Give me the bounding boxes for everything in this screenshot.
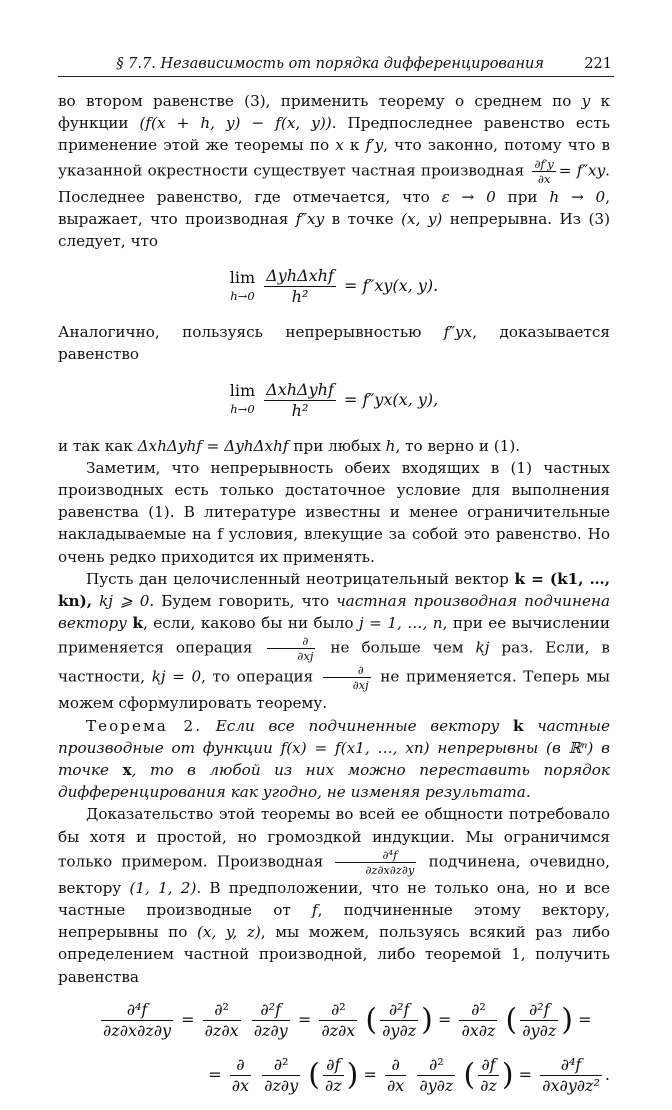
equation-chain-line-1: $\frac{\text{∂⁴f}}{\partial z\partial x\partial z\partial y}$ = $\frac{\text{∂²}}{\partial z\partial x}$ $\frac{\text{∂²f}}{\partial z\partial y}$ = $\frac{\text{∂²}}{\partial z\partial x}$ ( $\frac{\text{∂²f}}{\partial y\partial z}$ ) = $\frac{\text{∂²}}{\partial x\partial z}$ ( $\frac{\text{∂²f}}{\partial y\partial z}$ ) = [103, 999, 592, 1040]
running-header [58, 54, 614, 77]
paragraph-3: и так как ΔxhΔyhf = ΔyhΔxhf при любых h, то верно и (1). [58, 436, 521, 455]
paragraph-6: Доказательство этой теоремы во всей ее общности потребовало бы хотя и простой, но громоздкой индукции. Мы ограничимся только примером. Производная $\frac{\text{∂⁴f}}{\partial z\partial x\partial z\partial y}$ подчинена, очевидно, вектору (1, 1, 2). В предположении, что не только она, но и все частные производные от f, подчиненные этому вектору, непрерывны по (x, y, z), мы можем, пользуясь всякий раз либо определением частной производной, либо теоремой 1, получить равенства [58, 805, 611, 986]
paragraph-2: Аналогично, пользуясь непрерывностью f″yx, доказывается равенство [58, 323, 610, 364]
equation-limit-2: lim h→0 $\frac{\text{ΔxhΔyhf}}{\text{h²}}$ = f″yx(x, y), [229, 379, 439, 420]
page-body [58, 90, 610, 1110]
fraction-dfy-dx: $\frac{\partial f'y}{\partial x}$ [534, 156, 554, 186]
theorem-2: Теорема 2. Если все подчиненные вектору k частные производные от функции f(x) = f(x1, …, xn) непрерывны (в ℝⁿ) в точке x, то в любой из них можно переставить порядок дифференцирования как угодно, не изменяя результата. [58, 716, 610, 802]
equation-chain-line-2: = $\frac{\partial}{\partial x}$ $\frac{\text{∂²}}{\partial z\partial y}$ ( $\frac{\partial f}{\partial z}$ ) = $\frac{\partial}{\partial x}$ $\frac{\text{∂²}}{\partial y\partial z}$ ( $\frac{\partial f}{\partial z}$ ) = $\frac{\text{∂⁴f}}{\text{∂x∂y∂z²}}$ . [208, 1054, 610, 1095]
paragraph-1: во втором равенстве (3), применить теорему о среднем по y к функции (f(x + h, y) − f(x, y)). Предпоследнее равенство есть применение этой же теоремы по x к f′y, что законно, потому что в указанной окрестности существует частная производная $\frac{\partial f'y}{\partial x}$ = f″xy. Последнее равенство, где отмечается, что ε → 0 при h → 0, выражает, что производная f″xy в точке (x, y) непрерывна. Из (3) следует, что [58, 92, 611, 251]
paragraph-5: Пусть дан целочисленный неотрицательный вектор k = (k1, …, kn), kj ⩾ 0. Будем говорить, что частная производная подчинена вектору k, если, каково бы ни было j = 1, …, n, при ее вычислении применяется операция $\frac{\partial}{\partial xj}$ не больше чем kj раз. Если, в частности, kj = 0, то операция $\frac{\partial}{\partial xj}$ не применяется. Теперь мы можем сформулировать теорему. [58, 569, 611, 713]
page-number: 221 [584, 56, 612, 72]
paragraph-4: Заметим, что непрерывность обеих входящих в (1) частных производных есть только достаточное условие для выполнения равенства (1). В литературе известны и менее ограничительные накладываемые на f условия, влекущие за собой это равенство. Но очень редко приходится их применять. [58, 458, 610, 566]
equation-limit-1: lim h→0 $\frac{\text{ΔyhΔxhf}}{\text{h²}}$ = f″xy(x, y). [229, 266, 439, 307]
section-title: § 7.7. Независимость от порядка дифференцирования [116, 56, 544, 72]
